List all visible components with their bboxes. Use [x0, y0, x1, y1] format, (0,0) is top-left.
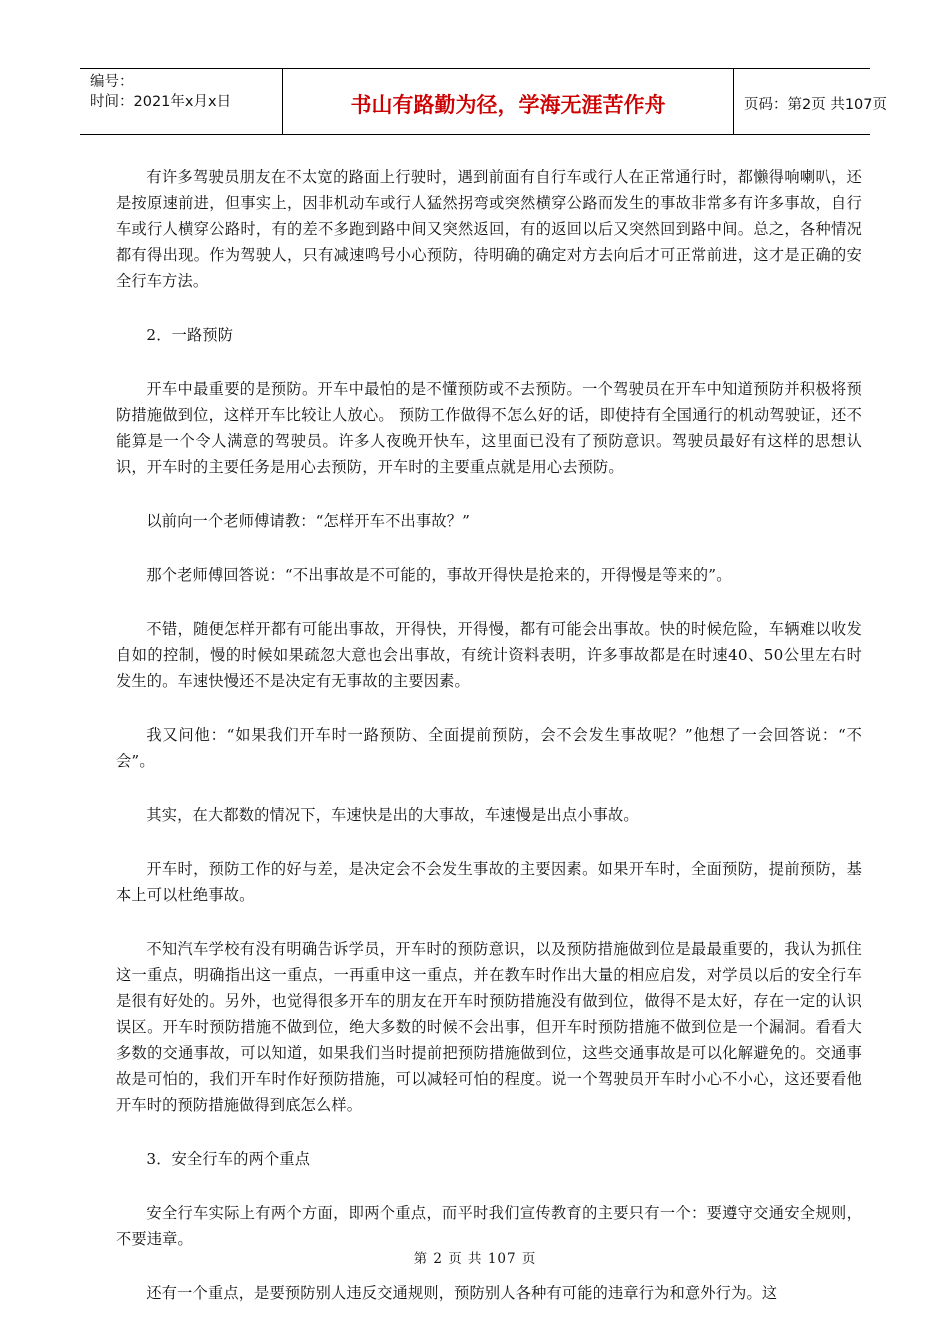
section-heading: 2．一路预防 — [146, 326, 234, 344]
paragraph: 开车时，预防工作的好与差，是决定会不会发生事故的主要因素。如果开车时，全面预防，提前预防，基本上可以杜绝事故。 — [116, 860, 862, 904]
paragraph: 不知汽车学校有没有明确告诉学员，开车时的预防意识，以及预防措施做到位是最最重要的，我认为抓住这一重点，明确指出这一重点，一再重申这一重点，并在教车时作出大量的相应启发，对学员以后的安全行车是很有好处的。另外，也觉得很多开车的朋友在开车时预防措施没有做到位，做得不是太好，存在一定的认识误区。开车时预防措施不做到位，绝大多数的时候不会出事，但开车时预防措施不做到位是一个漏洞。看看大多数的交通事故，可以知道，如果我们当时提前把预防措施做到位，这些交通事故是可以化解避免的。交通事故是可怕的，我们开车时作好预防措施，可以减轻可怕的程度。说一个驾驶员开车时小心不小心，这还要看他开车时的预防措施做得到底怎么样。 — [116, 940, 862, 1114]
document-body — [116, 164, 862, 1334]
paragraph: 我又问他：“如果我们开车时一路预防、全面提前预防，会不会发生事故呢？”他想了一会回答说：“不会”。 — [116, 726, 862, 770]
section-heading: 3．安全行车的两个重点 — [146, 1150, 311, 1168]
paragraph: 以前向一个老师傅请教：“怎样开车不出事故？” — [146, 512, 471, 530]
document-number-label: 编号： — [90, 74, 134, 90]
paragraph: 还有一个重点，是要预防别人违反交通规则，预防别人各种有可能的违章行为和意外行为。这 — [146, 1284, 778, 1302]
paragraph: 其实，在大都数的情况下，车速快是出的大事故，车速慢是出点小事故。 — [146, 806, 639, 824]
header-motto: 书山有路勤为径，学海无涯苦作舟 — [283, 69, 734, 134]
paragraph: 不错，随便怎样开都有可能出事故，开得快，开得慢，都有可能会出事故。快的时候危险，车辆难以收发自如的控制，慢的时候如果疏忽大意也会出事故，有统计资料表明，许多事故都是在时速40、50公里左右时发生的。车速快慢还不是决定有无事故的主要因素。 — [116, 620, 862, 690]
paragraph: 开车中最重要的是预防。开车中最怕的是不懂预防或不去预防。一个驾驶员在开车中知道预防并积极将预防措施做到位，这样开车比较让人放心。 预防工作做得不怎么好的话，即使持有全国通行的机动驾驶证，还不能算是一个令人满意的驾驶员。许多人夜晚开快车，这里面已没有了预防意识。驾驶员最好有这样的思想认识，开车时的主要任务是用心去预防，开车时的主要重点就是用心去预防。 — [116, 380, 862, 476]
paragraph: 那个老师傅回答说：“不出事故是不可能的，事故开得快是抢来的，开得慢是等来的”。 — [146, 566, 732, 584]
document-header — [80, 68, 888, 135]
header-meta — [80, 69, 283, 134]
document-date-label: 时间：2021年x月x日 — [90, 94, 232, 110]
page-footer: 第 2 页 共 107 页 — [413, 1251, 537, 1267]
paragraph: 安全行车实际上有两个方面，即两个重点，而平时我们宣传教育的主要只有一个：要遵守交通安全规则，不要违章。 — [116, 1204, 862, 1248]
paragraph: 有许多驾驶员朋友在不太宽的路面上行驶时，遇到前面有自行车或行人在正常通行时，都懒得响喇叭，还是按原速前进，但事实上，因非机动车或行人猛然拐弯或突然横穿公路而发生的事故非常多有许多事故，自行车或行人横穿公路时，有的差不多跑到路中间又突然返回，有的返回以后又突然回到路中间。总之，各种情况都有得出现。作为驾驶人，只有减速鸣号小心预防，待明确的确定对方去向后才可正常前进，这才是正确的安全行车方法。 — [116, 168, 862, 290]
header-page-info: 页码：第2页 共107页 — [744, 97, 888, 113]
